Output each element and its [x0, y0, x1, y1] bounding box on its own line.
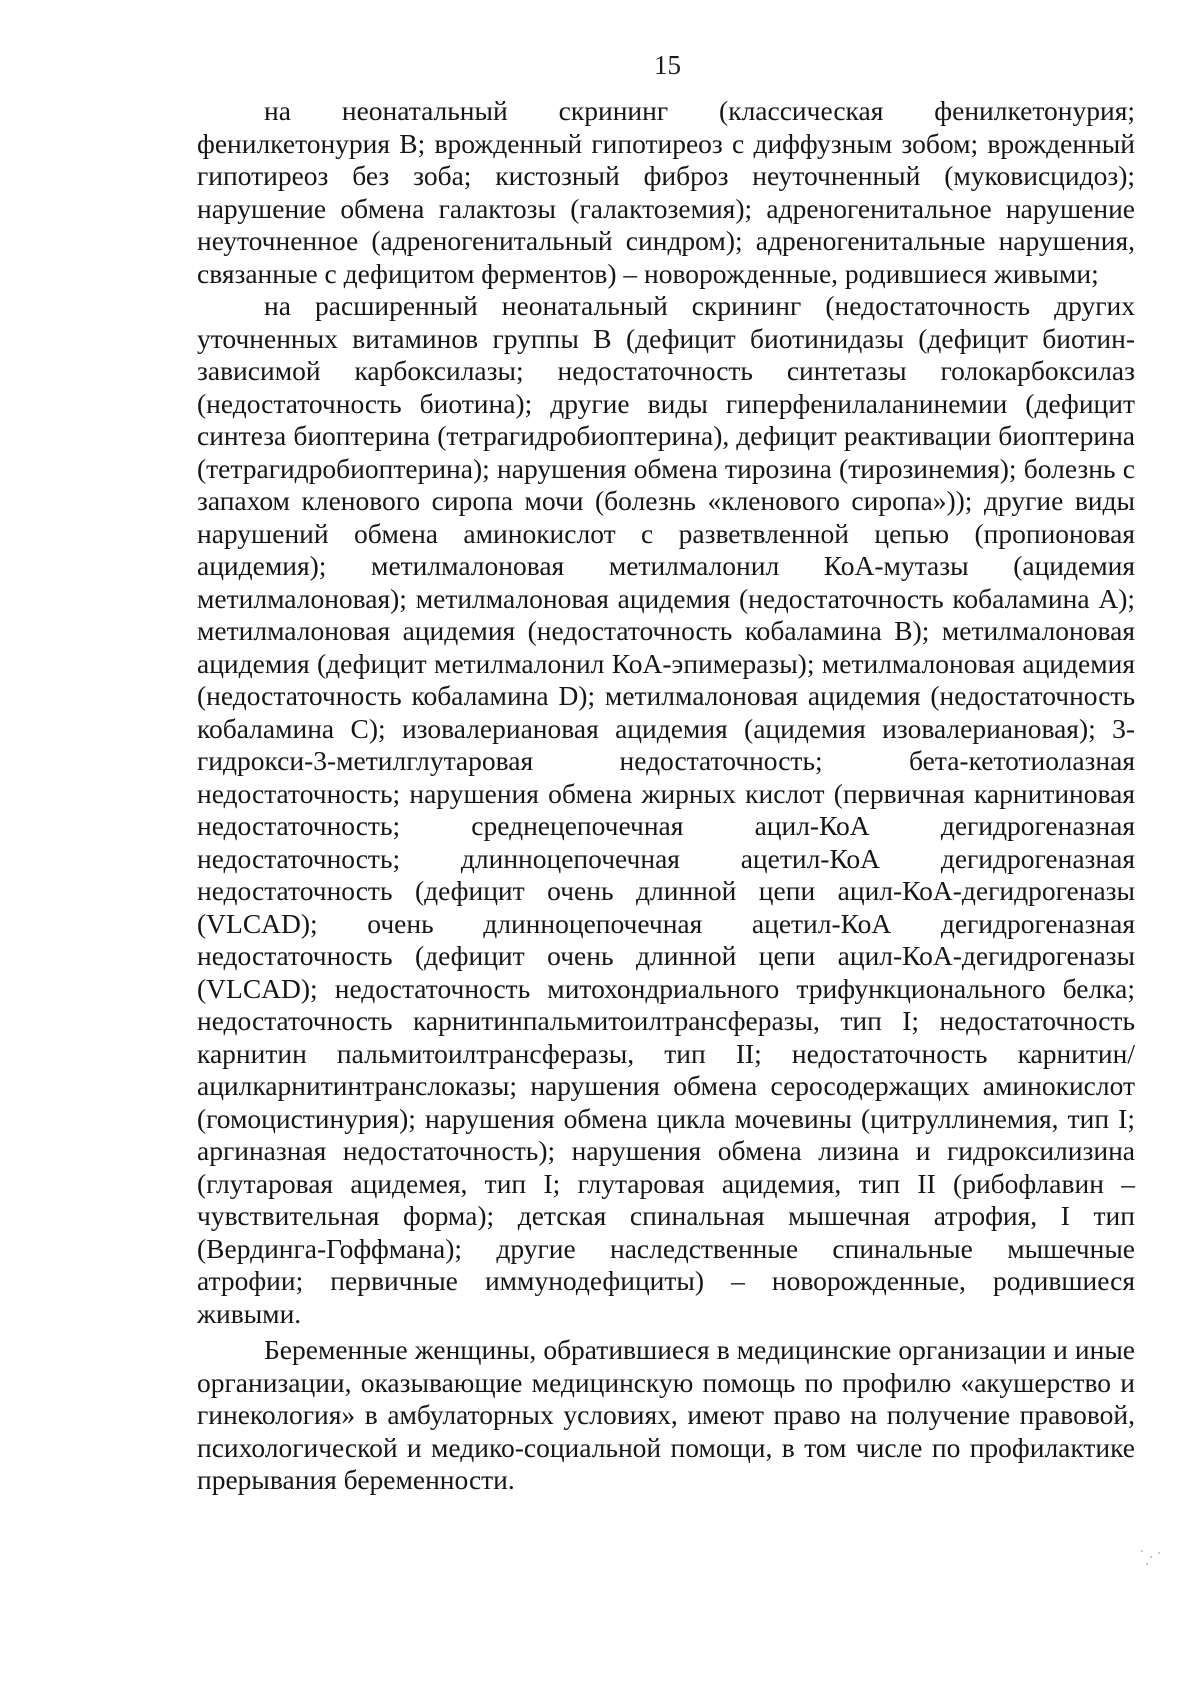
scan-speck	[1141, 1550, 1143, 1552]
scan-speck	[1146, 1563, 1148, 1565]
document-body	[197, 95, 1135, 1497]
scan-speck	[1158, 1552, 1160, 1554]
scan-speck	[1150, 1556, 1152, 1558]
paragraph-extended-neonatal-screening: на расширенный неонатальный скрининг (недостаточность других уточненных витаминов группы В (дефицит биотинидазы (дефицит биотин-зависимой карбоксилазы; недостаточность синтетазы голокарбоксилаз (недостаточность биотина); другие виды гиперфенилаланинемии (дефицит синтеза биоптерина (тетрагидробиоптерина), дефицит реактивации биоптерина (тетрагидробиоптерина); нарушения обмена тирозина (тирозинемия); болезнь с запахом кленового сиропа мочи (болезнь «кленового сиропа»)); другие виды нарушений обмена аминокислот с разветвленной цепью (пропионовая ацидемия); метилмалоновая метилмалонил КоА-мутазы (ацидемия метилмалоновая); метилмалоновая ацидемия (недостаточность кобаламина А); метилмалоновая ацидемия (недостаточность кобаламина В); метилмалоновая ацидемия (дефицит метилмалонил КоА-эпимеразы); метилмалоновая ацидемия (недостаточность кобаламина D); метилмалоновая ацидемия (недостаточность кобаламина С); изовалериановая ацидемия (ацидемия изовалериановая); 3-гидрокси-3-метилглутаровая недостаточность; бета-кетотиолазная недостаточность; нарушения обмена жирных кислот (первичная карнитиновая недостаточность; среднецепочечная ацил-КоА дегидрогеназная недостаточность; длинноцепочечная ацетил-КоА дегидрогеназная недостаточность (дефицит очень длинной цепи ацил-КоА-дегидрогеназы (VLCAD); очень длинноцепочечная ацетил-КоА дегидрогеназная недостаточность (дефицит очень длинной цепи ацил-КоА-дегидрогеназы (VLCAD); недостаточность митохондриального трифункционального белка; недостаточность карнитинпальмитоилтрансферазы, тип I; недостаточность карнитин пальмитоилтрансферазы, тип II; недостаточность карнитин/ацилкарнитинтранслоказы; нарушения обмена серосодержащих аминокислот (гомоцистинурия); нарушения обмена цикла мочевины (цитруллинемия, тип I; аргиназная недостаточность); нарушения обмена лизина и гидроксилизина (глутаровая ацидемея, тип I; глутаровая ацидемия, тип II (рибофлавин – чувствительная форма); детская спинальная мышечная атрофия, I тип (Вердинга-Гоффмана); другие наследственные спинальные мышечные атрофии; первичные иммунодефициты) – новорожденные, родившиеся живыми.	[197, 290, 1135, 1329]
page-number: 15	[654, 50, 681, 80]
paragraph-pregnant-women: Беременные женщины, обратившиеся в медицинские организации и иные организации, оказывающие медицинскую помощь по профилю «акушерство и гинекология» в амбулаторных условиях, имеют право на получение правовой, психологической и медико-социальной помощи, в том числе по профилактике прерывания беременности.	[197, 1334, 1135, 1495]
paragraph-neonatal-screening: на неонатальный скрининг (классическая фенилкетонурия; фенилкетонурия В; врожденный гипотиреоз с диффузным зобом; врожденный гипотиреоз без зоба; кистозный фиброз неуточненный (муковисцидоз); нарушение обмена галактозы (галактоземия); адреногенитальное нарушение неуточненное (адреногенитальный синдром); адреногенитальные нарушения, связанные с дефицитом ферментов) – новорожденные, родившиеся живыми;	[197, 95, 1135, 289]
